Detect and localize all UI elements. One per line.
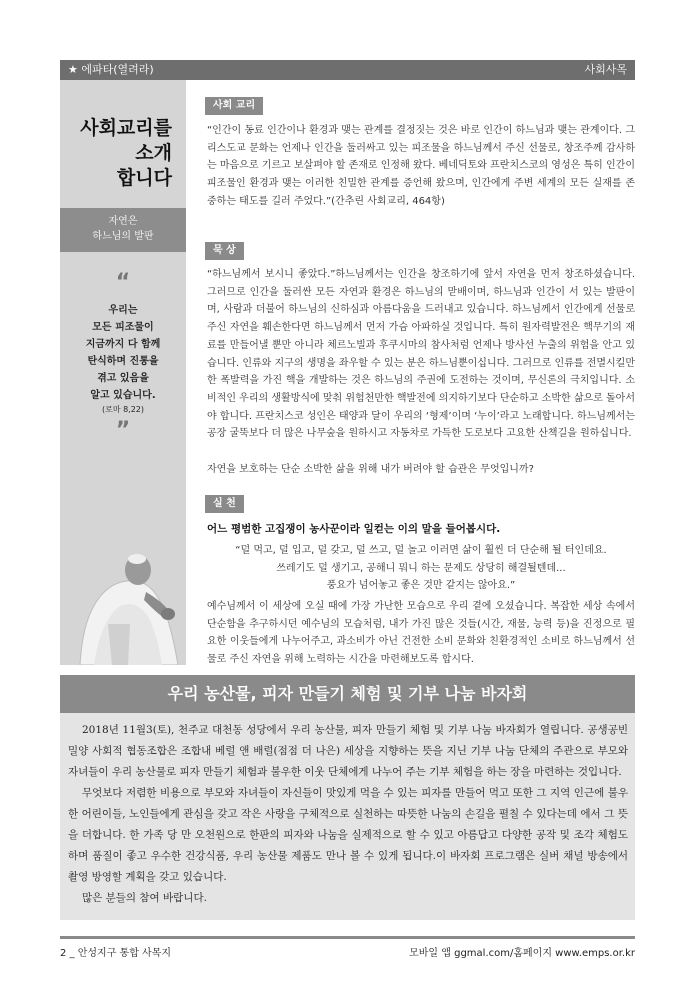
section-label-teaching: 사회 교리 (205, 97, 263, 115)
sidebar-quote-reference: (로마 8,22) (101, 405, 145, 414)
magazine-section-title: ★ 에파타(열려라) (68, 63, 154, 76)
sidebar-quote-line: 우리는 (108, 305, 138, 316)
sidebar-quote-line: 지금까지 다 함께 (85, 339, 161, 350)
sidebar (60, 80, 186, 665)
section-label-meditation: 묵 상 (205, 242, 244, 260)
page-header (60, 60, 635, 80)
sidebar-quote (60, 302, 186, 404)
sidebar-subtitle (60, 208, 186, 252)
notice-paragraph: 무엇보다 저렴한 비용으로 부모와 자녀들이 자신들이 맛있게 먹을 수 있는 피자를 만들어 먹고 또한 그 지역 인근에 불우한 어린이들, 노인들에게 관심을 갖고 작은 사랑을 구체적으로 실천하는 따뜻한 나눔의 손길을 펼칠 수 있다는데 에서 그 뜻을 더합니다. 한 가족 당 만 오천원으로 한판의 피자와 나눔을 실제적으로 할 수 있고 아름답고 다양한 공작 및 조각 체험도 하며 품질이 좋고 우수한 건강식품, 우리 농산물 제품도 만나 볼 수 있게 됩니다.이 바자회 프로그램은 실버 채널 방송에서 촬영 방영할 계획을 갖고 있습니다. (68, 787, 628, 883)
practice-quote (207, 542, 635, 595)
sidebar-quote-line: 탄식하며 진통을 (87, 356, 159, 367)
footer-divider (60, 936, 635, 939)
practice-text: 예수님께서 이 세상에 오실 때에 가장 가난한 모습으로 우리 곁에 오셨습니다. 복잡한 세상 속에서 단순함을 추구하시던 예수님의 모습처럼, 내가 가진 많은 것들(시간, 재물, 능력 등)을 진정으로 필요한 이웃들에게 나누어주고, 과소비가 아닌 건전한 소비 문화와 친환경적인 소비로 하느님께서 선물로 주신 자연을 위해 노력하는 시간을 마련해보도록 합시다. (207, 601, 635, 666)
teaching-text: “인간이 동료 인간이나 환경과 맺는 관계를 결정짓는 것은 바로 인간이 하느님과 맺는 관계이다. 그리스도교 문화는 언제나 인간을 둘러싸고 있는 피조물을 하느님께서 주신 선물로, 창조주께 감사하는 마음으로 기르고 보살펴야 할 존재로 인정해 왔다. 베네딕토와 프란치스코의 영성은 특히 인간이 피조물인 환경과 맺는 이러한 친밀한 관계를 증언해 왔으며, 인간에게 주변 세계의 모든 실재를 존중하는 태도를 길러 주었다.”(간추린 사회교리, 464항) (207, 125, 635, 207)
notice-title: 우리 농산물, 피자 만들기 체험 및 기부 나눔 바자회 (60, 675, 635, 713)
practice-quote-line: 쓰레기도 덜 생기고, 공해니 뭐니 하는 문제도 상당히 해결될텐데... (276, 562, 566, 574)
meditation-text: “하느님께서 보시니 좋았다.”하느님께서는 인간을 창조하기에 앞서 자연을 먼저 창조하셨습니다. 그러므로 인간을 둘러싼 모든 자연과 환경은 하느님의 맏배이며, 하느님과 인간이 서 있는 발판이며, 사람과 더불어 하느님의 신하심과 아름다움을 드러내고 있습니다. 하느님께서 인간에게 선물로 주신 자연을 훼손한다면 하느님께서 먼저 가슴 아파하실 것입니다. 특히 원자력발전은 핵무기의 재료를 만들어낼 뿐만 아니라 체르노빌과 후쿠시마의 참사처럼 언제나 방사선 누출의 위험을 안고 있습니다. 인류와 지구의 생명을 좌우할 수 있는 분은 하느님뿐이십니다. 그러므로 인류를 전멸시킬만한 폭발력을 가진 핵을 개발하는 것은 하느님의 주권에 도전하는 것이며, 무신론의 극치입니다. 소비적인 우리의 생활방식에 맞춰 위험천만한 핵발전에 의지하기보다 단순하고 소박한 삶으로 돌아서야 합니다. 프란치스코 성인은 태양과 달이 우리의 ‘형제’이며 ‘누이’라고 노래합니다. 하느님께서는 공장 굴뚝보다 더 많은 나무숲을 원하시고 자동차로 가득한 도로보다 고요한 산책길을 원하십니다. (207, 269, 635, 440)
sidebar-title-line: 소개 (135, 142, 172, 164)
practice-quote-line: “덜 먹고, 덜 입고, 덜 갖고, 덜 쓰고, 덜 놀고 이러면 삶이 훨씬 더 단순해 될 터인데요. (235, 545, 607, 556)
sidebar-subtitle-line: 자연은 (108, 216, 138, 227)
sidebar-subtitle-line: 하느님의 발판 (92, 231, 154, 242)
sidebar-title-line: 사회교리를 (80, 117, 172, 139)
notice-paragraph: 많은 분들의 참여 바랍니다. (82, 892, 207, 904)
open-quote-icon: “ (115, 270, 131, 295)
website-footer: 모바일 앱 ggmal.com/홈페이지 www.emps.or.kr (409, 948, 635, 959)
section-category: 사회사목 (584, 63, 627, 76)
notice-body (68, 720, 628, 909)
sidebar-title (60, 116, 186, 191)
page-number-footer: 2 _ 안성지구 통합 사목지 (60, 948, 172, 959)
meditation-question: 자연을 보호하는 단순 소박한 삶을 위해 내가 버려야 할 습관은 무엇입니까? (207, 464, 534, 475)
notice-paragraph: 2018년 11월3(토), 천주교 대천동 성당에서 우리 농산물, 피자 만들기 체험 및 기부 나눔 바자회가 열립니다. 공생공빈 밀양 사회적 협동조합은 조합내 베럴 앤 배럴(점점 더 나은) 세상을 지향하는 뜻을 지닌 기부 나눔 단체의 주관으로 부모와 자녀들이 우리 농산물로 피자 만들기 체험과 불우한 이웃 단체에게 나누어 주는 기부 체험을 하는 장을 마련하는 것입니다. (68, 724, 628, 778)
sidebar-quote-line: 모든 피조물이 (92, 322, 154, 333)
sidebar-title-line: 합니다 (116, 167, 172, 189)
sidebar-quote-line: 알고 있습니다. (90, 390, 156, 401)
practice-quote-line: 풍요가 넘어놓고 좋은 것만 같지는 않아요.” (326, 580, 516, 591)
section-label-practice: 실 천 (205, 495, 244, 513)
close-quote-icon: ” (115, 418, 131, 443)
practice-lead: 어느 평범한 고집쟁이 농사꾼이라 일컫는 이의 말을 들어봅시다. (207, 523, 501, 535)
praying-pope-photo (60, 520, 186, 665)
sidebar-quote-line: 겪고 있음을 (97, 373, 149, 384)
